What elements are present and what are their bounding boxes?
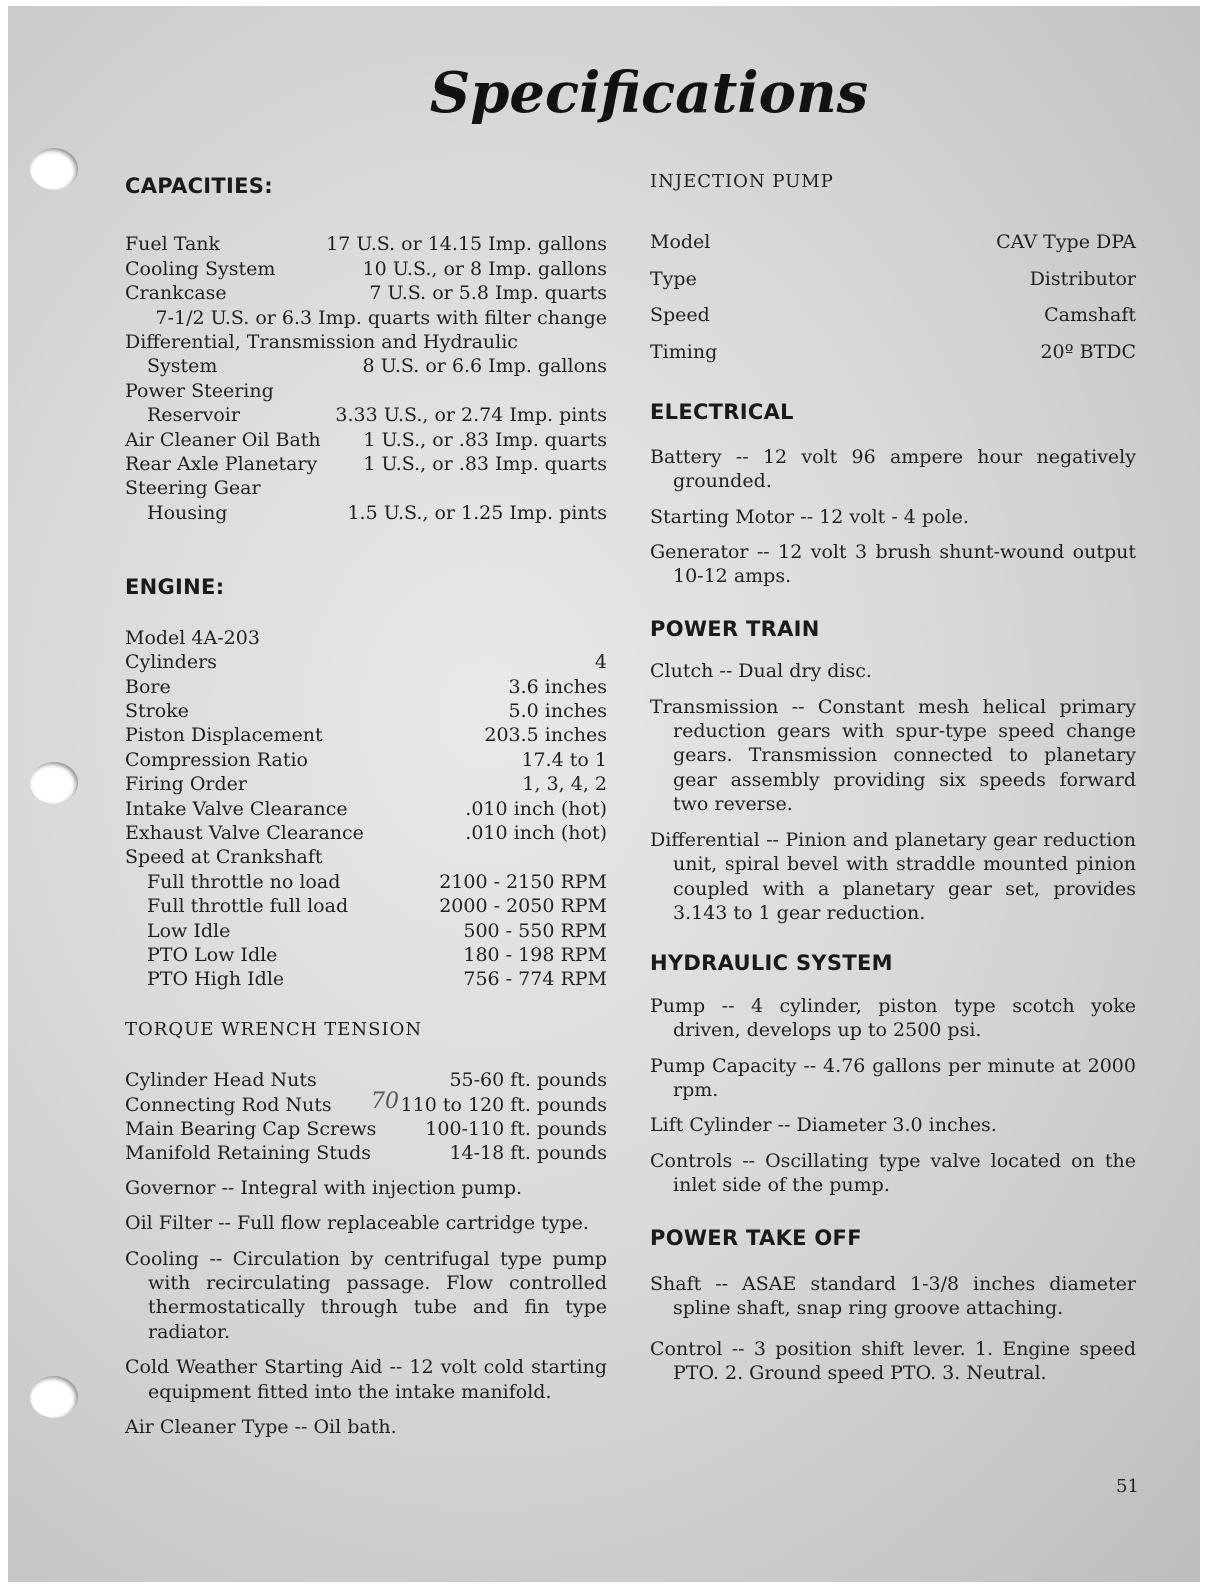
engine-spec-row	[125, 723, 607, 747]
capacity-row-label: Housing	[147, 501, 228, 524]
capacity-row	[125, 379, 607, 403]
engine-spec-row-value: 17.4 to 1	[521, 748, 607, 771]
torque-row-value: 14-18 ft. pounds	[449, 1142, 607, 1165]
engine-spec-row-label: Low Idle	[147, 919, 231, 942]
injection-pump-row	[650, 297, 1136, 334]
injection-pump-value: Distributor	[1029, 267, 1136, 290]
engine-spec-row	[125, 919, 607, 943]
engine-note: Cold Weather Starting Aid -- 12 volt cold starting equipment fitted into the intake manifold.	[125, 1356, 607, 1403]
engine-spec-row	[125, 626, 607, 650]
power-train-heading: POWER TRAIN	[650, 616, 820, 641]
capacity-row-value: 17 U.S. or 14.15 Imp. gallons	[326, 233, 607, 256]
torque-row-value: 100-110 ft. pounds	[425, 1118, 607, 1140]
engine-spec-row-value: 1, 3, 4, 2	[522, 773, 607, 796]
injection-pump-row	[650, 334, 1136, 371]
power-train-item: Clutch -- Dual dry disc.	[650, 660, 872, 683]
injection-pump-value: Camshaft	[1044, 304, 1136, 327]
hydraulic-item: Pump -- 4 cylinder, piston type scotch yoke driven, develops up to 2500 psi.	[650, 994, 1136, 1042]
engine-spec-row-value: 4	[594, 651, 607, 674]
capacity-row-label: Differential, Transmission and Hydraulic	[125, 331, 518, 354]
engine-spec-row	[125, 675, 607, 699]
capacity-row-label: Crankcase	[125, 282, 227, 305]
capacity-row-value: 10 U.S., or 8 Imp. gallons	[362, 257, 607, 280]
engine-note: Governor -- Integral with injection pump.	[125, 1176, 523, 1199]
injection-pump-value: 20º BTDC	[1040, 340, 1136, 363]
engine-spec-row-label: Full throttle no load	[147, 870, 341, 893]
engine-spec-row	[125, 821, 607, 845]
capacities-list	[125, 232, 607, 525]
engine-spec-row-label: PTO High Idle	[147, 968, 285, 991]
electrical-item: Starting Motor -- 12 volt - 4 pole.	[650, 505, 969, 528]
engine-spec-row-label: Full throttle full load	[147, 895, 349, 918]
capacity-row-value: 7-1/2 U.S. or 6.3 Imp. quarts with filter change	[155, 306, 607, 329]
torque-row	[125, 1068, 607, 1092]
capacity-row	[125, 330, 607, 354]
capacity-row	[125, 452, 607, 476]
capacity-row-label: Rear Axle Planetary	[125, 453, 318, 476]
hydraulic-item: Lift Cylinder -- Diameter 3.0 inches.	[650, 1114, 997, 1137]
page-number: 51	[1116, 1476, 1139, 1497]
electrical-item: Battery -- 12 volt 96 ampere hour negatively grounded.	[650, 445, 1136, 493]
engine-spec-row-value: 2000 - 2050 RPM	[439, 895, 607, 918]
hydraulic-item: Pump Capacity -- 4.76 gallons per minute at 2000 rpm.	[650, 1054, 1136, 1101]
engine-spec-row	[125, 894, 607, 918]
capacity-row	[125, 428, 607, 452]
torque-row-label: Manifold Retaining Studs	[125, 1142, 371, 1165]
engine-spec-row-value: 203.5 inches	[484, 724, 607, 747]
engine-notes	[125, 1176, 607, 1440]
right-column	[650, 170, 1136, 1402]
torque-row-label: Cylinder Head Nuts	[125, 1069, 317, 1092]
engine-spec-row-value: 756 - 774 RPM	[463, 968, 607, 991]
engine-spec-row	[125, 772, 607, 796]
capacity-row	[125, 354, 607, 378]
engine-spec-row-label: Piston Displacement	[125, 724, 323, 747]
engine-note: Air Cleaner Type -- Oil bath.	[125, 1416, 397, 1439]
engine-spec-row	[125, 797, 607, 821]
torque-row-value: 110 to 120 ft. pounds	[400, 1093, 607, 1116]
torque-row	[125, 1117, 607, 1141]
injection-pump-heading: INJECTION PUMP	[650, 171, 834, 192]
engine-spec-row-label: Bore	[125, 675, 171, 698]
capacity-row-label: Reservoir	[147, 404, 240, 427]
engine-spec-row	[125, 748, 607, 772]
torque-row	[125, 1093, 607, 1117]
scanned-page	[8, 6, 1200, 1582]
torque-row-label: Main Bearing Cap Screws	[125, 1118, 377, 1140]
hydraulic-heading: HYDRAULIC SYSTEM	[650, 951, 893, 976]
engine-note: Oil Filter -- Full flow replaceable cartridge type.	[125, 1212, 589, 1235]
injection-pump-row	[650, 261, 1136, 298]
engine-spec-row-label: Model 4A-203	[125, 626, 260, 649]
power-take-off-heading: POWER TAKE OFF	[650, 1225, 862, 1250]
capacity-row-value: 1 U.S., or .83 Imp. quarts	[363, 453, 607, 476]
capacities-heading: CAPACITIES:	[125, 174, 273, 198]
injection-pump-value: CAV Type DPA	[996, 231, 1136, 254]
engine-spec-row-value: 180 - 198 RPM	[463, 943, 607, 966]
electrical-section	[650, 445, 1136, 589]
engine-spec-row-value: 5.0 inches	[508, 699, 607, 722]
engine-spec-row-label: Stroke	[125, 699, 189, 722]
punch-hole-top	[30, 148, 78, 190]
torque-row	[125, 1141, 607, 1165]
engine-list	[125, 626, 607, 992]
capacity-row-label: System	[147, 355, 218, 378]
handwritten-note: 70	[371, 1089, 399, 1115]
engine-spec-row	[125, 943, 607, 967]
electrical-item: Generator -- 12 volt 3 brush shunt-wound output 10-12 amps.	[650, 541, 1136, 588]
engine-heading: ENGINE:	[125, 575, 225, 600]
torque-list	[125, 1068, 607, 1166]
engine-spec-row	[125, 870, 607, 894]
capacity-row-label: Fuel Tank	[125, 233, 221, 256]
engine-spec-row-label: Speed at Crankshaft	[125, 846, 323, 869]
capacity-row-label: Steering Gear	[125, 477, 261, 500]
engine-spec-row-value: 3.6 inches	[508, 675, 607, 698]
engine-spec-row	[125, 699, 607, 723]
page-title: Specifications	[429, 60, 869, 126]
capacity-row	[125, 232, 607, 256]
injection-pump-label: Speed	[650, 304, 710, 327]
power-train-section	[650, 659, 1136, 925]
injection-pump-label: Timing	[650, 340, 718, 363]
engine-spec-row-value: .010 inch (hot)	[465, 797, 607, 820]
capacity-row	[125, 501, 607, 525]
capacity-row	[125, 476, 607, 500]
engine-spec-row	[125, 845, 607, 869]
torque-row-value: 55-60 ft. pounds	[449, 1069, 607, 1092]
capacity-row-value: 8 U.S. or 6.6 Imp. gallons	[362, 355, 607, 378]
power-take-off-item: Control -- 3 position shift lever. 1. Engine speed PTO. 2. Ground speed PTO. 3. Neutral.	[650, 1337, 1136, 1385]
injection-pump-row	[650, 224, 1136, 261]
engine-spec-row	[125, 967, 607, 991]
engine-spec-row-value: 500 - 550 RPM	[463, 919, 607, 942]
electrical-heading: ELECTRICAL	[650, 400, 794, 425]
torque-heading: TORQUE WRENCH TENSION	[125, 1018, 423, 1040]
torque-row-label: Connecting Rod Nuts	[125, 1093, 332, 1116]
punch-hole-middle	[30, 762, 78, 804]
hydraulic-item: Controls -- Oscillating type valve located on the inlet side of the pump.	[650, 1149, 1136, 1197]
capacity-row-value: 1 U.S., or .83 Imp. quarts	[363, 428, 607, 451]
injection-pump-label: Type	[650, 267, 697, 290]
power-take-off-item: Shaft -- ASAE standard 1-3/8 inches diameter spline shaft, snap ring groove attaching.	[650, 1272, 1136, 1320]
capacity-row	[125, 306, 607, 330]
engine-spec-row-label: Exhaust Valve Clearance	[125, 821, 364, 844]
engine-spec-row-label: Firing Order	[125, 773, 248, 796]
injection-pump-list	[650, 224, 1136, 370]
engine-spec-row-label: PTO Low Idle	[147, 943, 278, 966]
power-take-off-section	[650, 1272, 1136, 1386]
hydraulic-section	[650, 994, 1136, 1198]
engine-spec-row-label: Compression Ratio	[125, 748, 308, 771]
engine-spec-row-value: .010 inch (hot)	[465, 821, 607, 844]
capacity-row-value: 7 U.S. or 5.8 Imp. quarts	[369, 282, 607, 305]
capacity-row-label: Air Cleaner Oil Bath	[125, 428, 321, 451]
engine-spec-row	[125, 650, 607, 674]
capacity-row-label: Cooling System	[125, 257, 276, 280]
capacity-row-value: 1.5 U.S., or 1.25 Imp. pints	[347, 501, 607, 524]
power-train-item: Differential -- Pinion and planetary gear reduction unit, spiral bevel with straddle mounted pinion coupled with a planetary gear set, provides 3.143 to 1 gear reduction.	[650, 828, 1136, 924]
capacity-row-value: 3.33 U.S., or 2.74 Imp. pints	[335, 404, 607, 427]
capacity-row	[125, 403, 607, 427]
capacity-row-label: Power Steering	[125, 379, 274, 402]
capacity-row	[125, 257, 607, 281]
injection-pump-label: Model	[650, 231, 711, 254]
engine-spec-row-label: Cylinders	[125, 651, 217, 674]
engine-spec-row-label: Intake Valve Clearance	[125, 797, 348, 820]
engine-note: Cooling -- Circulation by centrifugal type pump with recirculating passage. Flow controlled thermostatically through tube and fin type radiator.	[125, 1247, 607, 1343]
punch-hole-bottom	[30, 1376, 78, 1418]
left-column	[125, 174, 607, 1450]
capacity-row	[125, 281, 607, 305]
engine-spec-row-value: 2100 - 2150 RPM	[439, 870, 607, 893]
power-train-item: Transmission -- Constant mesh helical primary reduction gears with spur-type speed change gears. Transmission connected to planetary gear assembly providing six speeds forward two reverse.	[650, 695, 1136, 816]
